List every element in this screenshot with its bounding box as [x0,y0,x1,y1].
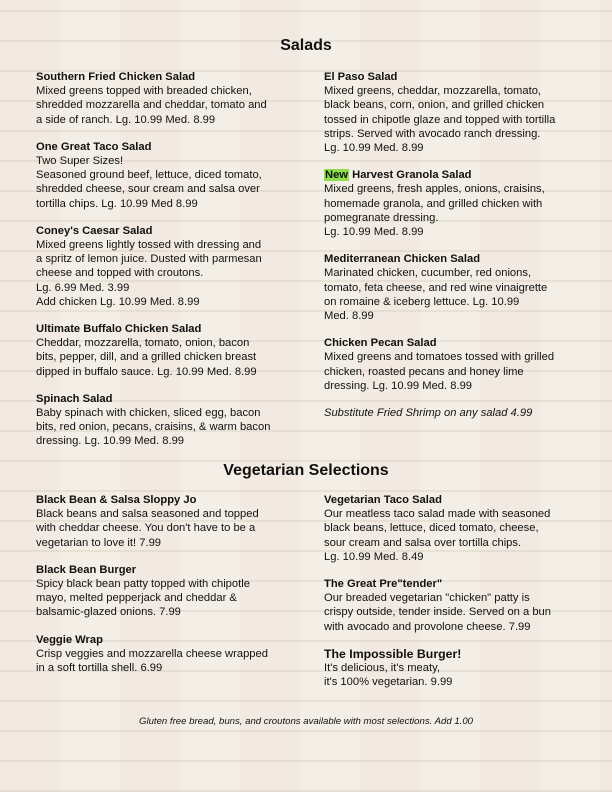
item-name: Spinach Salad [36,392,113,405]
item-name: Ultimate Buffalo Chicken Salad [36,323,202,336]
salads-right-column [324,70,584,433]
menu-item [324,70,584,155]
menu-item [36,493,296,550]
menu-item [324,577,584,634]
item-name: Black Bean Burger [36,563,137,576]
vegetarian-right-column [324,493,584,702]
vegetarian-left-column [36,493,296,688]
item-name: One Great Taco Salad [36,140,152,153]
vegetarian-heading: Vegetarian Selections [223,462,389,479]
item-description: Baby spinach with chicken, sliced egg, bacon bits, red onion, pecans, craisins, & warm bacon dressing. Lg. 10.99 Med. 8.99 [36,407,271,448]
substitute-note: Substitute Fried Shrimp on any salad 4.99 [324,407,533,420]
item-name: El Paso Salad [324,71,398,83]
item-description: Crisp veggies and mozzarella cheese wrapped in a soft tortilla shell. 6.99 [36,647,268,675]
menu-item [324,493,584,564]
item-name: Black Bean & Salsa Sloppy Jo [36,494,197,506]
item-description: It's delicious, it's meaty, it's 100% vegetarian. 9.99 [324,662,453,689]
item-description: Mixed greens and tomatoes tossed with grilled chicken, roasted pecans and honey lime dressing. Lg. 10.99 Med. 8.99 [324,351,555,392]
item-description: Mixed greens lightly tossed with dressing and a spritz of lemon juice. Dusted with parmesan cheese and topped with croutons. Lg. 6.99 Med. 3.99 Add chicken Lg. 10.99 Med. 8.99 [36,239,262,308]
menu-item [36,322,296,379]
salad-note [324,406,584,420]
menu-item [36,563,296,620]
menu-item [36,70,296,127]
item-description: Black beans and salsa seasoned and topped with cheddar cheese. You don't have to be a vegetarian to love it! 7.99 [36,508,259,549]
item-description: Spicy black bean patty topped with chipotle mayo, melted pepperjack and cheddar & balsamic-glazed onions. 7.99 [36,578,250,619]
item-name: Vegetarian Taco Salad [324,494,442,506]
item-name: Coney's Caesar Salad [36,224,153,237]
item-name: Harvest Granola Salad [349,169,472,182]
salads-heading: Salads [280,37,332,54]
item-description: Marinated chicken, cucumber, red onions, tomato, feta cheese, and red wine vinaigrette on romaine & iceberg lettuce. Lg. 10.99 Med. 8.99 [324,267,548,323]
item-name: Mediterranean Chicken Salad [324,253,481,266]
menu-item [36,392,296,449]
item-name: Chicken Pecan Salad [324,337,437,350]
item-name: Southern Fried Chicken Salad [36,71,196,83]
item-name: The Great Pre"tender" [324,578,443,591]
item-description: Mixed greens, fresh apples, onions, craisins, homemade granola, and grilled chicken with pomegranate dressing. Lg. 10.99 Med. 8.99 [324,183,545,239]
menu-item [36,633,296,676]
menu-item [36,140,296,211]
item-description: Cheddar, mozzarella, tomato, onion, bacon bits, pepper, dill, and a grilled chicken breast dipped in buffalo sauce. Lg. 10.99 Med. 8.99 [36,337,257,378]
item-description: Two Super Sizes! Seasoned ground beef, lettuce, diced tomato, shredded cheese, sour cream and salsa over tortilla chips. Lg. 10.99 Med 8.99 [36,155,262,210]
menu-item [324,252,584,323]
footer-note: Gluten free bread, buns, and croutons available with most selections. Add 1.00 [138,716,474,727]
item-description: Mixed greens, cheddar, mozzarella, tomato, black beans, corn, onion, and grilled chicken tossed in chipotle glaze and topped with tortilla strips. Served with avocado ranch dressing. Lg. 10.99 Med. 8.99 [324,85,556,155]
item-description: Our meatless taco salad made with seasoned black beans, lettuce, diced tomato, cheese, sour cream and salsa over tortilla chips. Lg. 10.99 Med. 8.49 [324,508,551,563]
menu-item [324,647,584,690]
salads-left-column [36,70,296,462]
item-name: The Impossible Burger! [324,646,462,661]
menu-item [36,224,296,309]
menu-item [324,336,584,393]
item-description: Our breaded vegetarian "chicken" patty is crispy outside, tender inside. Served on a bun with avocado and provolone cheese. 7.99 [324,592,551,633]
item-description: Mixed greens topped with breaded chicken, shredded mozzarella and cheddar, tomato and a side of ranch. Lg. 10.99 Med. 8.99 [36,85,267,126]
menu-item [324,168,584,239]
item-name-with-badge [324,168,584,182]
item-name: Veggie Wrap [36,633,103,646]
new-badge: New [325,169,349,182]
